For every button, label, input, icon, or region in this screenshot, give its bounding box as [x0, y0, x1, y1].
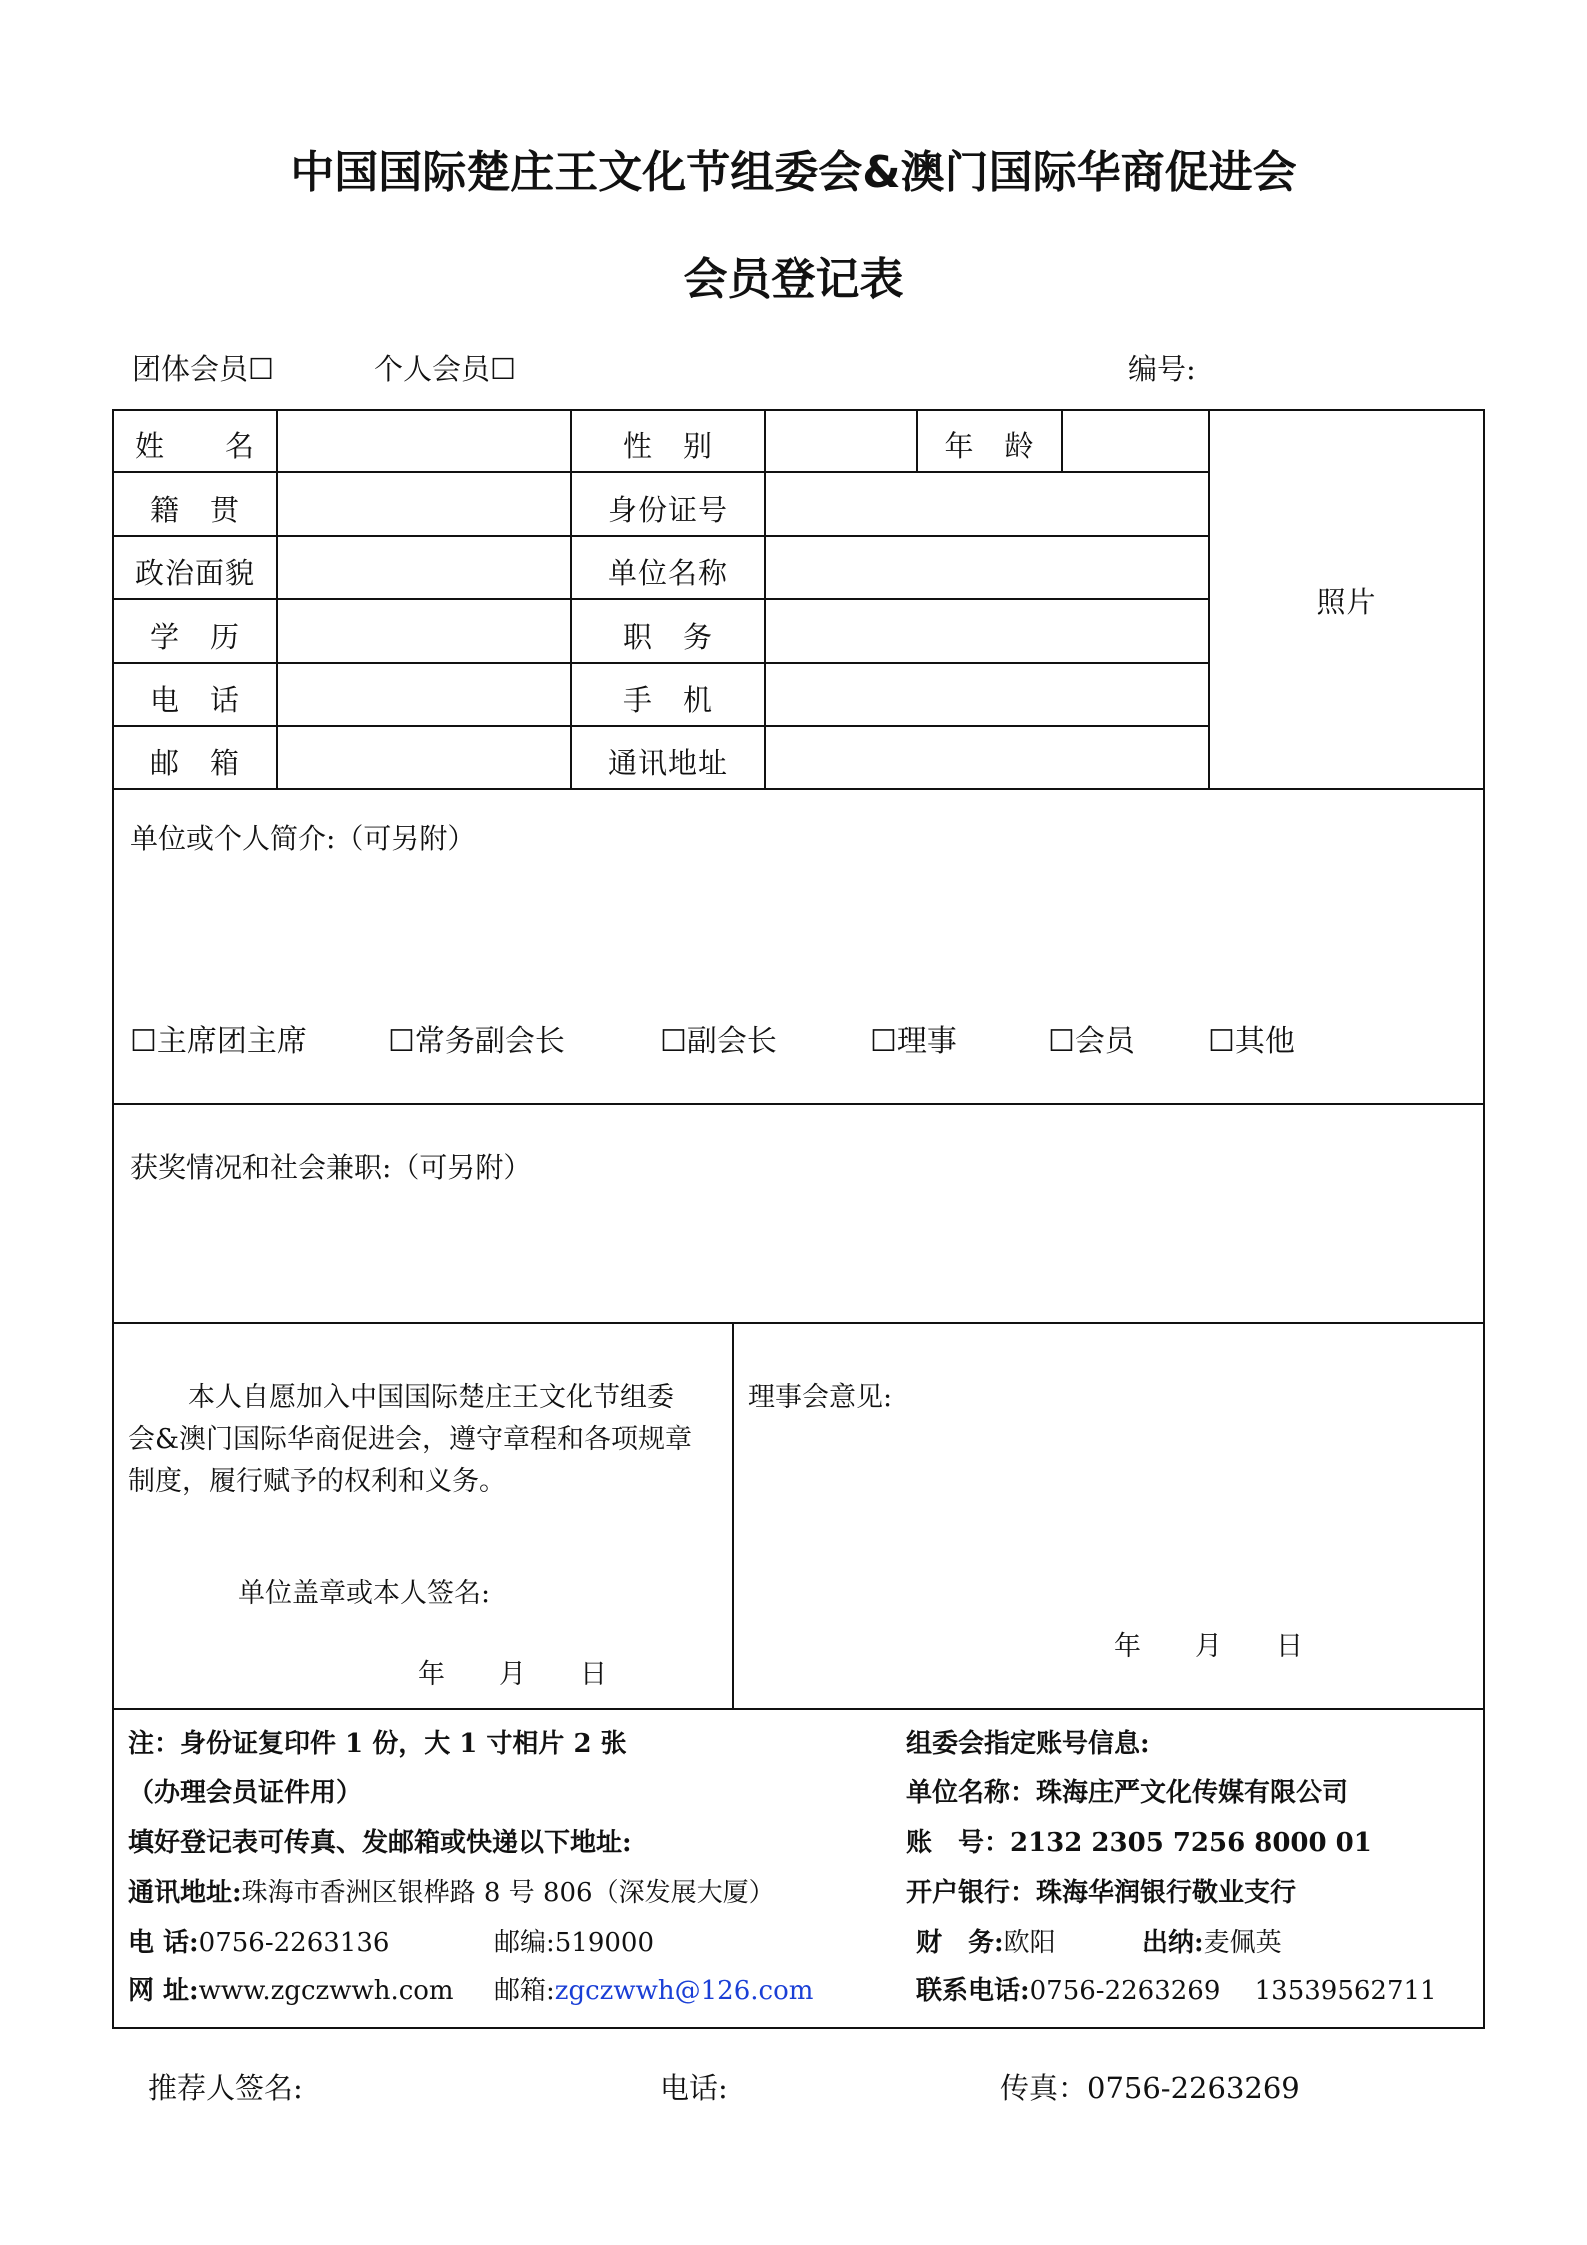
mobile-label: 手 机: [622, 683, 713, 717]
position-label: 职 务: [622, 620, 713, 654]
role-vice-president-checkbox[interactable]: ☐副会长: [660, 1024, 777, 1059]
awards-field[interactable]: [130, 1190, 1470, 1310]
note-email-label: 邮箱:: [494, 1976, 555, 2006]
role-executive-vice-president-checkbox[interactable]: ☐常务副会长: [388, 1024, 565, 1059]
political-status-label: 政治面貌: [134, 556, 255, 590]
gender-label: 性 别: [622, 429, 713, 463]
note-postcode-value: 519000: [554, 1928, 655, 1958]
individual-member-checkbox[interactable]: 个人会员☐: [374, 352, 516, 386]
form-subtitle: 会员登记表: [683, 254, 904, 305]
council-date: 年 月 日: [1114, 1631, 1303, 1662]
group-member-checkbox[interactable]: 团体会员☐: [132, 352, 274, 386]
note-line-1: 注：身份证复印件 1 份，大 1 寸相片 2 张: [128, 1729, 627, 1759]
note-phone-label: 电 话:: [128, 1928, 199, 1958]
note-postcode-label: 邮编:: [494, 1928, 555, 1958]
note-address: [128, 1872, 775, 1909]
note-email-link[interactable]: zgczwwh@126.com: [554, 1976, 814, 2006]
age-label: 年 龄: [944, 429, 1035, 463]
mobile-field[interactable]: [766, 664, 1208, 725]
email-label: 邮 箱: [149, 746, 240, 780]
signature-label: 单位盖章或本人签名:: [238, 1578, 491, 1609]
council-opinion-label: 理事会意见:: [748, 1382, 893, 1413]
note-phone-value: 0756-2263136: [198, 1928, 390, 1958]
note-website: [128, 1970, 454, 2007]
age-field[interactable]: [1063, 411, 1208, 471]
note-email: [494, 1970, 813, 2007]
native-place-field[interactable]: [278, 473, 570, 535]
account-contact-value: 0756-2263269 13539562711: [1029, 1976, 1437, 2006]
declaration-line-2: 会&澳门国际华商促进会，遵守章程和各项规章: [128, 1424, 693, 1455]
address-field[interactable]: [766, 727, 1208, 788]
gender-field[interactable]: [766, 411, 916, 471]
note-address-value: 珠海市香洲区银桦路 8 号 806（深发展大厦）: [241, 1878, 775, 1908]
intro-label: 单位或个人简介:（可另附）: [130, 822, 476, 855]
account-number: 账 号：2132 2305 7256 8000 01: [906, 1828, 1372, 1858]
native-place-label: 籍 贯: [149, 493, 240, 527]
note-website-link[interactable]: www.zgczwwh.com: [198, 1976, 454, 2006]
political-status-field[interactable]: [278, 537, 570, 598]
position-field[interactable]: [766, 600, 1208, 662]
name-field[interactable]: [278, 411, 570, 471]
name-label: 姓 名: [134, 429, 255, 463]
company-name-field[interactable]: [766, 537, 1208, 598]
council-opinion-field[interactable]: [748, 1420, 1468, 1610]
account-info-title: 组委会指定账号信息:: [906, 1729, 1150, 1759]
role-member-checkbox[interactable]: ☐会员: [1048, 1024, 1135, 1059]
address-label: 通讯地址: [607, 746, 728, 780]
id-number-field[interactable]: [766, 473, 1208, 535]
serial-number-label: 编号:: [1128, 352, 1196, 386]
account-cashier: [1142, 1922, 1282, 1959]
account-cashier-value: 麦佩英: [1203, 1928, 1282, 1958]
note-line-3: 填好登记表可传真、发邮箱或快递以下地址:: [128, 1828, 632, 1858]
phone-field[interactable]: [278, 664, 570, 725]
email-field[interactable]: [278, 727, 570, 788]
account-company: 单位名称：珠海庄严文化传媒有限公司: [906, 1778, 1349, 1808]
account-finance-value: 欧阳: [1003, 1928, 1056, 1958]
declaration-line-1: 本人自愿加入中国国际楚庄王文化节组委: [188, 1382, 674, 1413]
note-phone: [128, 1922, 389, 1959]
role-director-checkbox[interactable]: ☐理事: [870, 1024, 957, 1059]
id-number-label: 身份证号: [607, 493, 728, 527]
role-chairman-checkbox[interactable]: ☐主席团主席: [130, 1024, 307, 1059]
fax-info: 传真：0756-2263269: [1000, 2071, 1300, 2105]
declaration-date: 年 月 日: [418, 1659, 607, 1690]
account-finance-label: 财 务:: [916, 1928, 1004, 1958]
account-contact-label: 联系电话:: [916, 1976, 1030, 2006]
photo-placeholder[interactable]: 照片: [1316, 585, 1377, 619]
phone-label: 电 话: [149, 683, 240, 717]
company-name-label: 单位名称: [607, 556, 728, 590]
account-cashier-label: 出纳:: [1142, 1928, 1204, 1958]
note-line-2: （办理会员证件用）: [128, 1778, 363, 1808]
education-field[interactable]: [278, 600, 570, 662]
note-address-label: 通讯地址:: [128, 1878, 242, 1908]
form-title: 中国国际楚庄王文化节组委会&澳门国际华商促进会: [290, 147, 1297, 198]
account-contact: [916, 1970, 1437, 2007]
note-website-label: 网 址:: [128, 1976, 199, 2006]
referrer-signature-label: 推荐人签名:: [148, 2071, 303, 2105]
note-postcode: [494, 1922, 654, 1959]
account-finance: [916, 1922, 1056, 1959]
education-label: 学 历: [149, 620, 240, 654]
role-other-checkbox[interactable]: ☐其他: [1208, 1024, 1295, 1059]
intro-field[interactable]: [130, 860, 1470, 1000]
account-bank: 开户银行：珠海华润银行敬业支行: [906, 1878, 1297, 1908]
referrer-phone-label: 电话:: [660, 2071, 728, 2105]
awards-label: 获奖情况和社会兼职:（可另附）: [130, 1151, 532, 1184]
declaration-line-3: 制度，履行赋予的权利和义务。: [128, 1466, 506, 1497]
